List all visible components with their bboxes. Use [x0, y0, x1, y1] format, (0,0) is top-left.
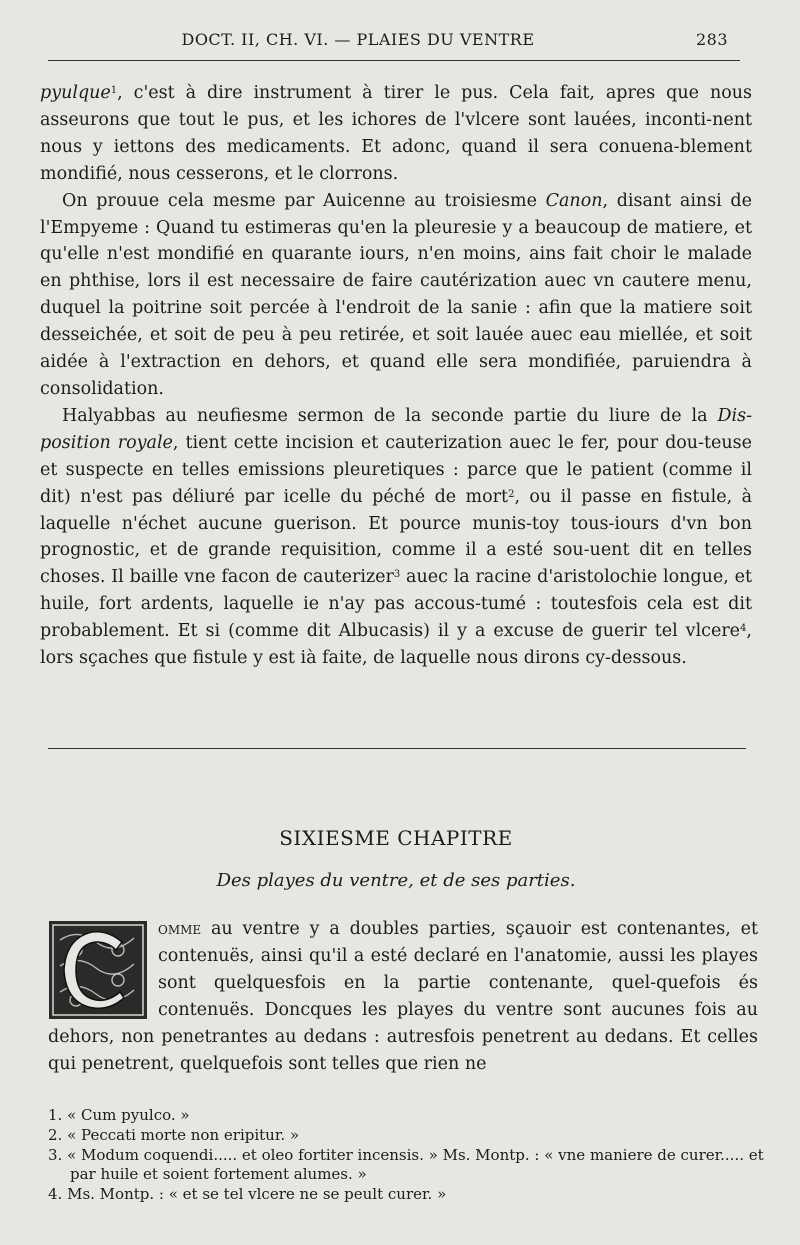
footnote-4: [48, 1185, 764, 1205]
paragraph-3: [40, 403, 752, 672]
italic-term: Canon: [545, 190, 603, 211]
paragraph-3-text-b: , tient cette incision et cauterization auec le fer, pour dou-teuse et suspecte en telles emissions pleuretiques : parce que le patient (comme il dit) n'est pas déliuré par icelle du péché de mort: [40, 432, 752, 507]
header-rule: [48, 60, 740, 61]
italic-term: pyulque: [40, 83, 111, 103]
footnote-number: 4.: [48, 1185, 63, 1204]
footnote-text: Ms. Montp. : « et se tel vlcere ne se peult curer. »: [67, 1185, 447, 1204]
paragraph-3-text-d: auec la racine d'aristolochie longue, et huile, fort ardents, laquelle ie n'ay pas accous-tumé : toutesfois cela est dit probablement. Et si (comme dit Albucasis) il y a excuse de guerir tel vlcere: [40, 567, 752, 642]
chapter-subtitle: Des playes du ventre, et de ses parties.: [216, 870, 576, 891]
italic-term: Dis-position royale: [40, 405, 752, 453]
paragraph-1: [40, 80, 752, 188]
footnote-number: 2.: [48, 1125, 63, 1144]
footnote-number: 1.: [48, 1106, 63, 1124]
footnotes: [48, 1106, 764, 1205]
footnote-2: [48, 1126, 764, 1146]
running-title: DOCT. II, CH. VI. — PLAIES DU VENTRE: [181, 30, 535, 49]
footnote-3: [48, 1146, 764, 1186]
chapter-paragraph-text: au ventre y a doubles parties, sçauoir est contenantes, et contenuës, ainsi qu'il a esté declaré en l'anatomie, aussi les playes sont quelquesfois en la partie contenante, quel-quefois és contenuës. Doncques les playes du ventre sont aucunes fois au dehors, non penetrantes au dedans : autresfois penetrent au dedans. Et celles qui penetrent, quelquefois sont telles que rien ne: [48, 919, 758, 1074]
footnote-ref-4: 4: [740, 623, 747, 635]
body-text: [40, 80, 752, 672]
paragraph-1-text: , c'est à dire instrument à tirer le pus. Cela fait, apres que nous asseurons que tout le pus, et les ichores de l'vlcere sont lauées, inconti-nent nous y iettons des medicaments. Et adonc, quand il sera conuena-blement mondifié, nous cesserons, et le clorrons.: [40, 83, 752, 184]
footnote-ref-3: 3: [393, 569, 401, 581]
paragraph-2-text-a: On prouue cela mesme par Auicenne au troisiesme: [62, 190, 546, 211]
paragraph-2-text-b: , disant ainsi de l'Empyeme : Quand tu estimeras qu'en la pleuresie y a beaucoup de matiere, et qu'elle n'est mondifié en quarante iours, n'en moins, ains fait choir le malade en phthise, lors il est necessaire de faire cautérization auec vn cautere menu, duquel la poitrine soit percée à l'endroit de la sanie : afin que la matiere soit desseichée, et soit de peu à peu retirée, et soit lauée auec eau miellée, et soit aidée à l'extraction en dehors, et quand elle sera mondifiée, paruiendra à consolidation.: [40, 190, 752, 399]
section-rule: [48, 748, 746, 749]
footnote-text: « Peccati morte non eripitur. »: [67, 1125, 300, 1144]
footnote-ref-2: 2: [508, 488, 515, 500]
footnote-number: 3.: [48, 1145, 63, 1164]
footnote-text: « Modum coquendi..... et oleo fortiter incensis. » Ms. Montp. : « vne maniere de curer..... et par huile et soient fortement alumes. »: [67, 1145, 764, 1184]
footnote-text: « Cum pyulco. »: [67, 1106, 190, 1124]
paragraph-2: [40, 188, 752, 403]
paragraph-3-text-e: , lors sçaches que fistule y est ià faite, de laquelle nous dirons cy-dessous.: [40, 621, 752, 669]
lead-word: omme: [158, 919, 202, 939]
chapter-body: [48, 916, 758, 1078]
running-head: [48, 30, 748, 54]
footnote-1: [48, 1106, 764, 1126]
chapter-paragraph: [48, 916, 758, 1078]
paragraph-3-text-a: Halyabbas au neufiesme sermon de la seconde partie du liure de la: [62, 405, 718, 426]
footnote-ref-1: 1: [110, 85, 118, 96]
ornamental-initial-c: [48, 920, 148, 1020]
page-number: 283: [695, 30, 728, 49]
paragraph-3-text-c: , ou il passe en fistule, à laquelle n'échet aucune guerison. Et pource munis-toy tous-iours d'vn bon prognostic, et de grande requisition, comme il a esté sou-uent dit en telles choses. Il baille vne facon de cauterizer: [40, 486, 752, 588]
chapter-title: SIXIESME CHAPITRE: [279, 826, 513, 850]
